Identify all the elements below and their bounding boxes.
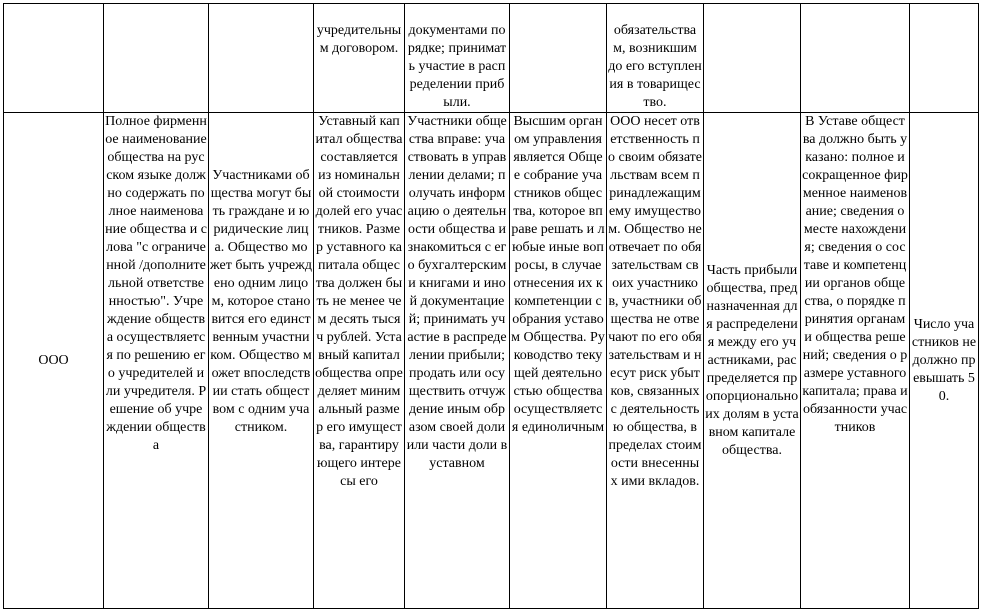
cell-participant-rights: Участники общества вправе: участвовать в управлении делами; получать информацию о деятельности общества и знакомиться с его бухгалтерским и книгами и иной документацией; принимать участие в распределении прибыли; продать или осуществить отчуждение иным образом своей доли или части доли в уставном xyxy=(405,113,510,609)
cell-management: Высшим органом управления является Общее собрание участников общества, которое вправе решать и любые иные вопросы, в случае отнесения их к компетенции собрания уставом Общества. Руководство текущей деятельностью общества осуществляется единоличным xyxy=(510,113,607,609)
cell-r1-c6 xyxy=(510,4,607,113)
cell-r1-c2 xyxy=(104,4,209,113)
cell-charter-contents: В Уставе общества должно быть указано: полное и сокращенное фирменное наименование; сведения о месте нахождения; сведения о составе и компетенции органов общества, о порядке принятия органами общества решений; сведения о размере уставного капитала; права и обязанности участников xyxy=(801,113,910,609)
cell-r1-c1 xyxy=(4,4,104,113)
cell-r1-c8 xyxy=(704,4,801,113)
cell-naming-founding: Полное фирменное наименование общества на русском языке должно содержать полное наименование общества и слова "с ограниченной /дополнительной ответственностью". Учреждение общества осуществляется по решению его учредителей или учредителя. Решение об учреждении общества xyxy=(104,113,209,609)
cell-liability: ООО несет ответственность по своим обязательствам всем принадлежащим ему имуществом. Общество не отвечает по обязательствам своих участников, участники общества не отвечают по его обязательствам и несут риск убытков, связанных с деятельностью общества, в пределах стоимости внесенных ими вкладов. xyxy=(607,113,704,609)
cell-participants: Участниками общества могут быть граждане и юридические лица. Общество может быть учреждено одним лицом, которое становится его единственным участником. Общество может впоследствии стать обществом с одним участником. xyxy=(209,113,314,609)
cell-r1-c3 xyxy=(209,4,314,113)
table-row-continuation xyxy=(4,4,979,113)
cell-r1-c5: документами порядке; принимать участие в распределении прибыли. xyxy=(405,4,510,113)
cell-r1-c7: обязательствам, возникшим до его вступления в товарищество. xyxy=(607,4,704,113)
cell-form-name: ООО xyxy=(4,113,104,609)
cell-participant-limit: Число участников не должно превышать 50. xyxy=(910,113,979,609)
cell-r1-c4: учредительным договором. xyxy=(314,4,405,113)
cell-charter-capital: Уставный капитал общества составляется из номинальной стоимости долей его участников. Размер уставного капитала общества должен быть не менее чем десять тысяч рублей. Уставный капитал общества определяет минимальный размер его имущества, гарантирующего интересы его xyxy=(314,113,405,609)
table-row-ooo xyxy=(4,113,979,609)
cell-r1-c9 xyxy=(801,4,910,113)
cell-profit-distribution: Часть прибыли общества, предназначенная для распределения между его участниками, распределяется пропорционально их долям в уставном капитале общества. xyxy=(704,113,801,609)
cell-r1-c10 xyxy=(910,4,979,113)
document-table xyxy=(3,3,979,609)
